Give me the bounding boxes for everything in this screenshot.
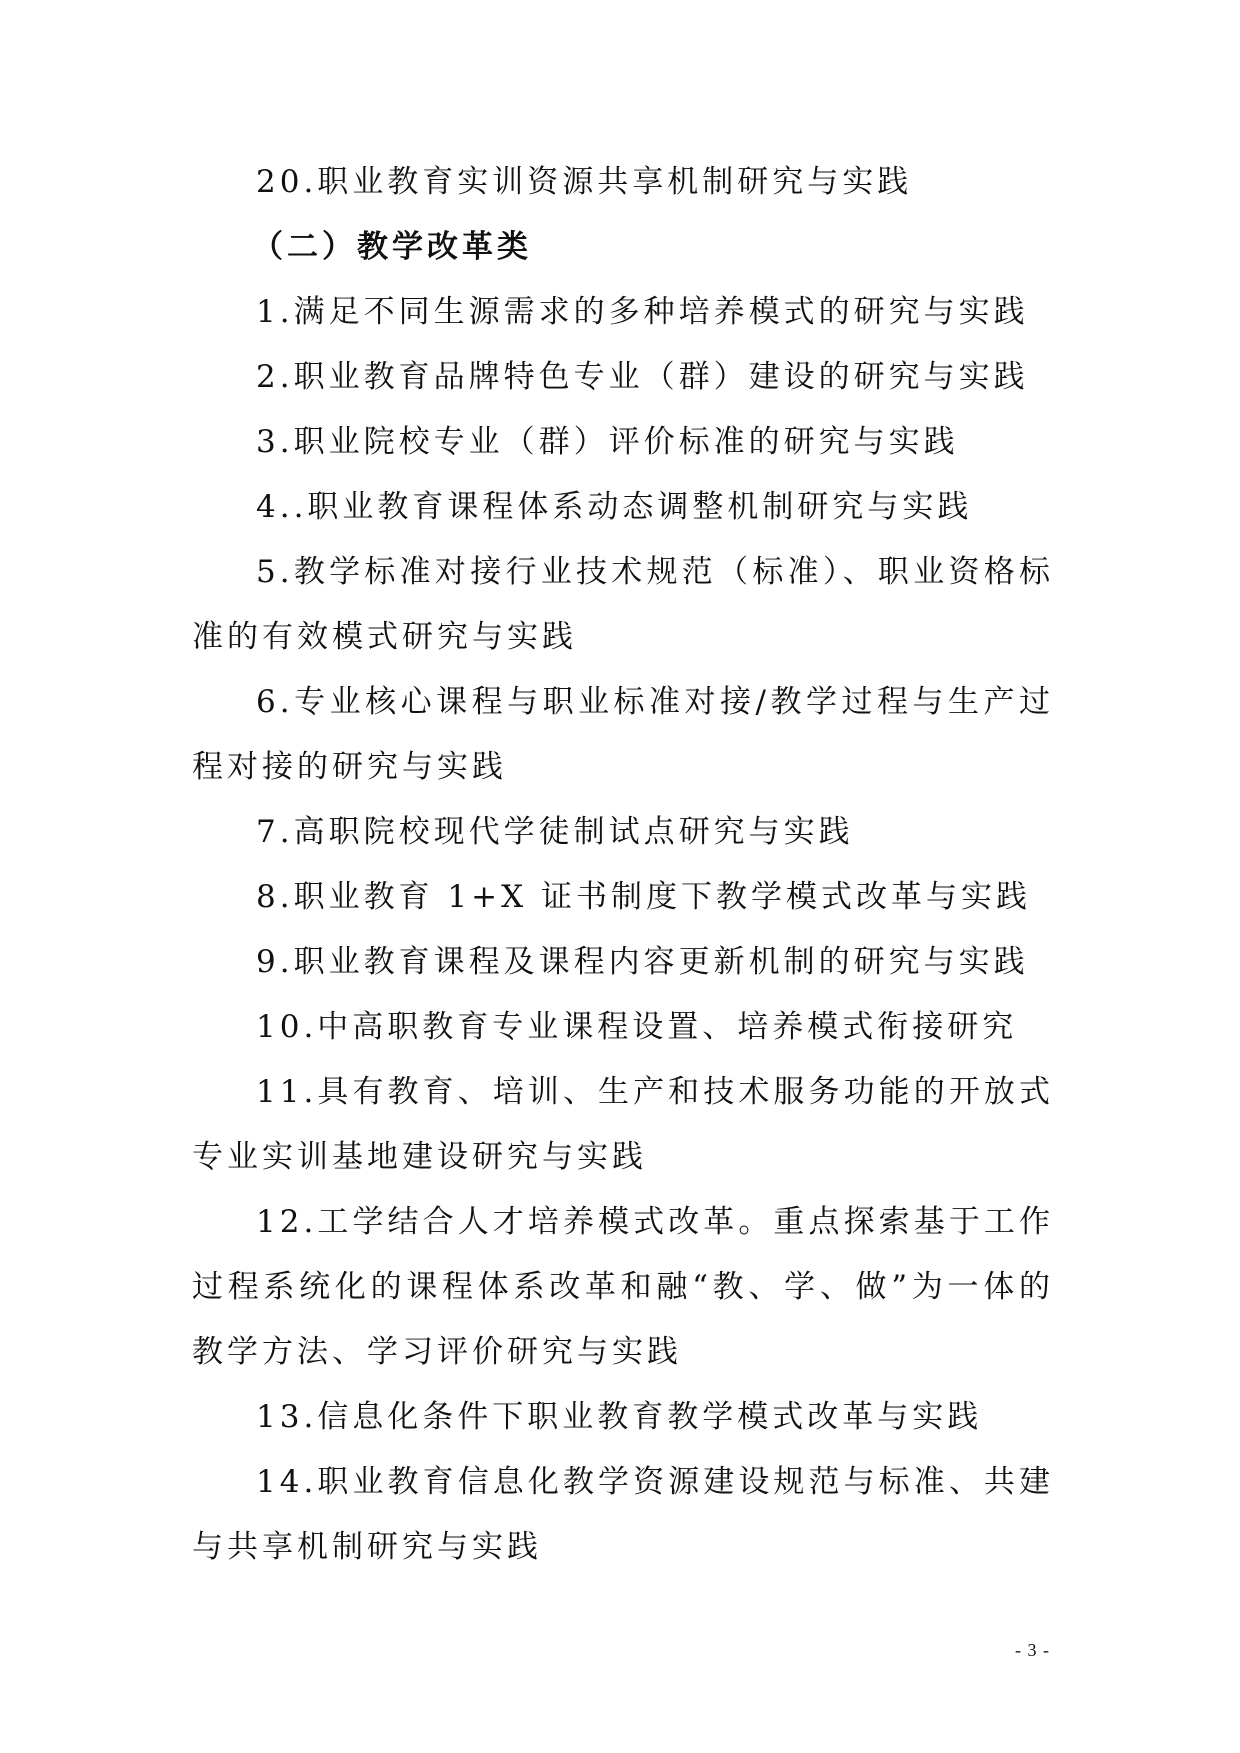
list-item: 6.专业核心课程与职业标准对接/教学过程与生产过程对接的研究与实践 [192,684,1054,785]
list-item: 9.职业教育课程及课程内容更新机制的研究与实践 [256,944,1029,980]
list-item: 10.中高职教育专业课程设置、培养模式衔接研究 [256,1009,1018,1045]
list-item: 14.职业教育信息化教学资源建设规范与标准、共建与共享机制研究与实践 [192,1464,1054,1565]
list-item: 2.职业教育品牌特色专业（群）建设的研究与实践 [256,359,1029,395]
list-item: 1.满足不同生源需求的多种培养模式的研究与实践 [256,294,1029,330]
list-item: 12.工学结合人才培养模式改革。重点探索基于工作过程系统化的课程体系改革和融“教、学、做”为一体的教学方法、学习评价研究与实践 [192,1204,1054,1370]
list-item: 13.信息化条件下职业教育教学模式改革与实践 [256,1399,983,1435]
page-number: - 3 - [1015,1640,1050,1660]
list-item: 20.职业教育实训资源共享机制研究与实践 [256,164,913,200]
list-item: 4..职业教育课程体系动态调整机制研究与实践 [256,489,973,525]
document-body [192,150,1054,1580]
list-item: 8.职业教育 1+X 证书制度下教学模式改革与实践 [256,879,1032,915]
list-item: 7.高职院校现代学徒制试点研究与实践 [256,814,854,850]
section-heading: （二）教学改革类 [252,229,532,265]
list-item: 5.教学标准对接行业技术规范（标准）、职业资格标准的有效模式研究与实践 [192,554,1054,655]
list-item: 3.职业院校专业（群）评价标准的研究与实践 [256,424,959,460]
list-item: 11.具有教育、培训、生产和技术服务功能的开放式专业实训基地建设研究与实践 [192,1074,1054,1175]
